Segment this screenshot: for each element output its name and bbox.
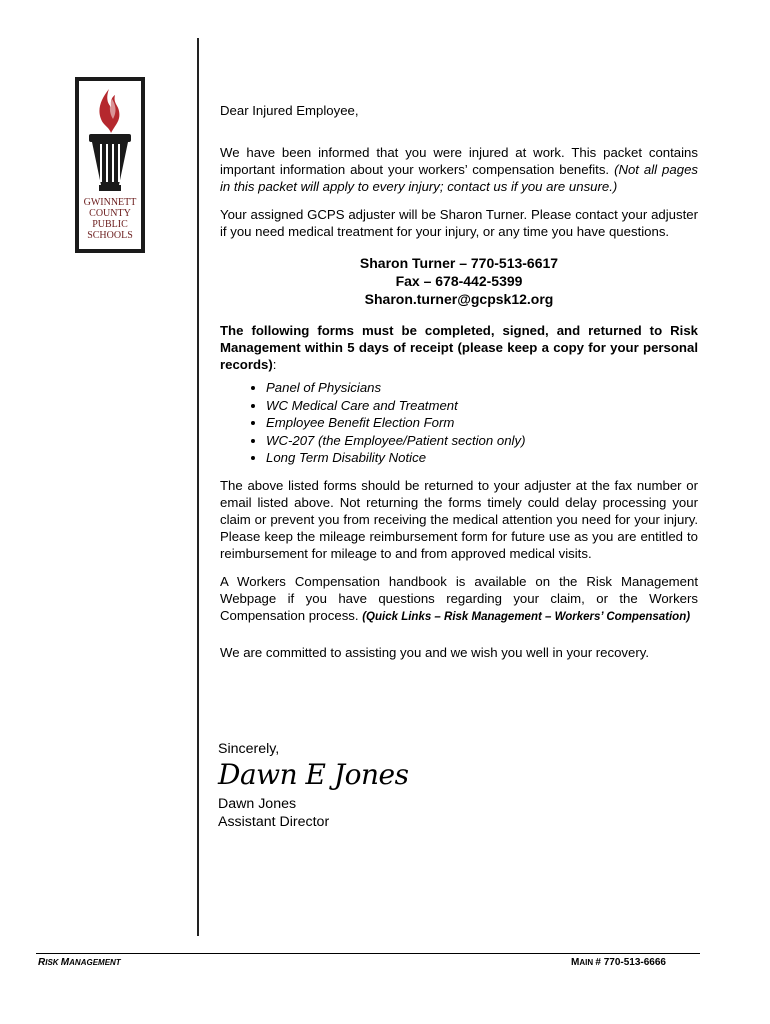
list-item: • Employee Benefit Election Form bbox=[266, 414, 698, 432]
contact-block bbox=[220, 254, 698, 308]
footer-text: # 770-513-6666 bbox=[595, 957, 666, 968]
committed-paragraph: We are committed to assisting you and we wish you well in your recovery. bbox=[220, 644, 650, 660]
list-item: • Long Term Disability Notice bbox=[266, 449, 698, 467]
torch-icon bbox=[79, 81, 141, 196]
contact-name-phone: Sharon Turner – 770-513-6617 bbox=[359, 255, 559, 271]
list-item: • WC-207 (the Employee/Patient section only) bbox=[266, 432, 698, 450]
handbook-paragraph bbox=[220, 573, 698, 626]
footer-department bbox=[38, 957, 121, 968]
intro-text: We have been informed that you were injured at work. This packet contains important information about your workers’ compensation benefits. bbox=[220, 145, 698, 177]
signer-name: Dawn Jones bbox=[218, 796, 297, 812]
contact-fax: Fax – 678-442-5399 bbox=[395, 273, 523, 289]
footer-text: M bbox=[571, 957, 580, 968]
letter-body bbox=[220, 102, 698, 672]
gcps-logo bbox=[75, 77, 145, 253]
logo-line: GWINNETT bbox=[83, 197, 137, 208]
logo-line: PUBLIC bbox=[92, 219, 128, 230]
forms-intro bbox=[220, 322, 698, 373]
contact-email[interactable]: Sharon.turner@gcpsk12.org bbox=[364, 291, 554, 307]
signer-title: Assistant Director bbox=[218, 814, 330, 830]
list-item: • WC Medical Care and Treatment bbox=[266, 397, 698, 415]
forms-list bbox=[220, 379, 698, 467]
logo-line: COUNTY bbox=[89, 208, 131, 219]
closing: Sincerely, bbox=[218, 741, 280, 757]
footer-text: ISK bbox=[45, 958, 61, 967]
footer-text: AIN bbox=[579, 958, 596, 967]
footer-text: M bbox=[60, 957, 70, 968]
signer-block bbox=[218, 795, 329, 831]
quick-links: (Quick Links – Risk Management – Workers’ Compensation) bbox=[362, 610, 691, 623]
forms-intro-colon: : bbox=[272, 357, 277, 372]
footer-main-phone bbox=[571, 957, 666, 968]
return-paragraph: The above listed forms should be returned to your adjuster at the fax number or email listed above. Not returning the forms timely could delay processing your claim or prevent you from receiving the medical attention you need for your injury. Please keep the mileage reimbursement form for future use as you are entitled to reimbursement for mileage to and from approved medical visits. bbox=[220, 477, 698, 561]
vertical-divider bbox=[197, 38, 199, 936]
signature: Dawn E Jones bbox=[218, 758, 409, 791]
handbook-text: A Workers Compensation handbook is available on the Risk Management Webpage if you have questions regarding your claim, or the Workers Compensation process. bbox=[220, 573, 698, 623]
greeting: Dear Injured Employee, bbox=[220, 103, 359, 118]
logo-line: SCHOOLS bbox=[87, 230, 133, 241]
intro-note: (Not all pages in this packet will apply to every injury; contact us if you are unsure.) bbox=[220, 162, 698, 194]
intro-paragraph bbox=[220, 144, 698, 195]
footer-divider bbox=[36, 953, 700, 954]
logo-text bbox=[79, 197, 141, 241]
footer-text: R bbox=[38, 957, 46, 968]
forms-intro-text: The following forms must be completed, signed, and returned to Risk Management within 5 days of receipt (please keep a copy for your personal records) bbox=[220, 323, 698, 372]
adjuster-paragraph: Your assigned GCPS adjuster will be Sharon Turner. Please contact your adjuster if you need medical treatment for your injury, or any time you have questions. bbox=[220, 207, 698, 239]
list-item: • Panel of Physicians bbox=[266, 379, 698, 397]
footer-text: ANAGEMENT bbox=[69, 958, 121, 967]
